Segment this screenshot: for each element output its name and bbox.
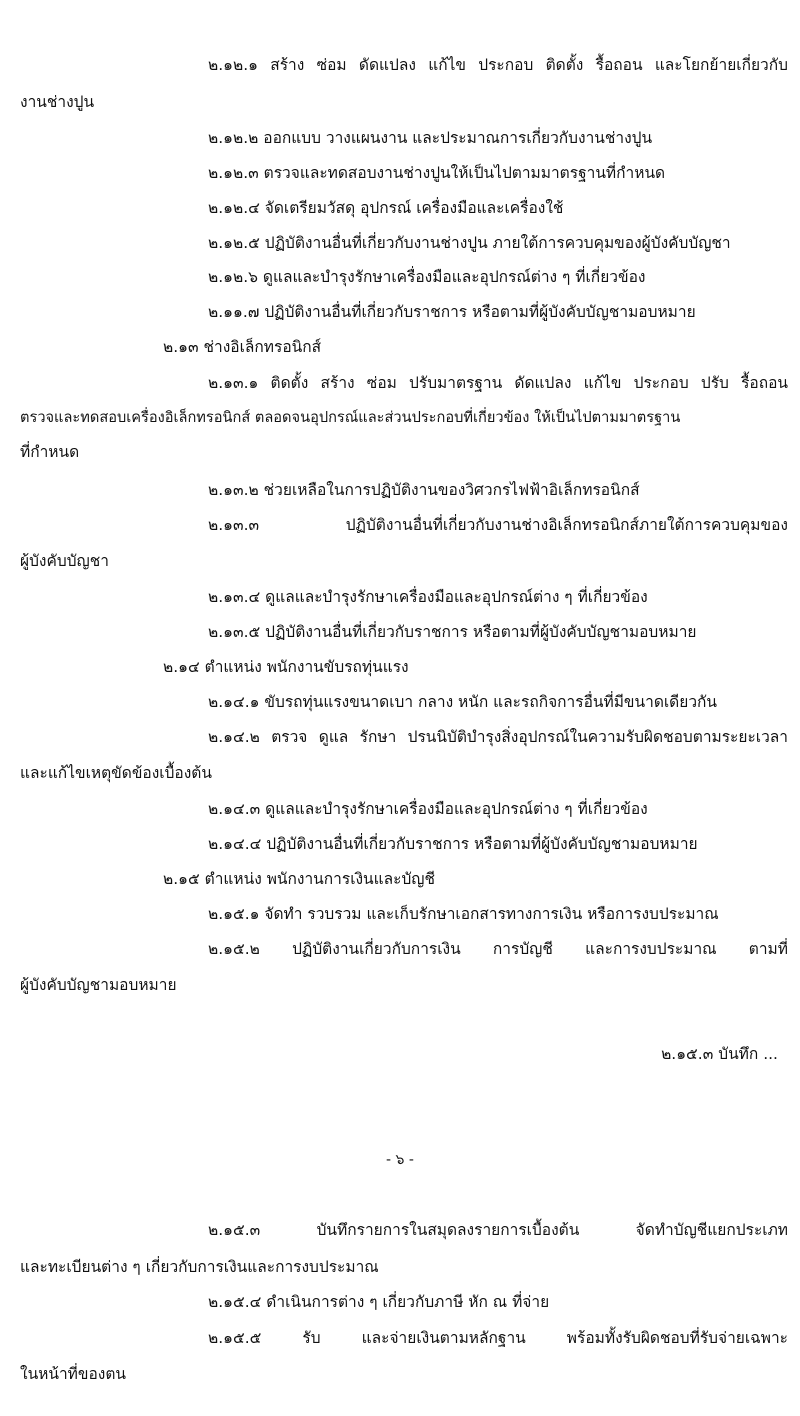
item-2-15-2-cont: ผู้บังคับบัญชามอบหมาย bbox=[20, 976, 177, 994]
item-2-13-5: ๒.๑๓.๕ ปฏิบัติงานอื่นที่เกี่ยวกับราชการ หรือตามที่ผู้บังคับบัญชามอบหมาย bbox=[208, 623, 697, 641]
item-2-14-2-cont: และแก้ไขเหตุขัดข้องเบื้องต้น bbox=[20, 764, 212, 782]
item-2-15-4: ๒.๑๕.๔ ดำเนินการต่าง ๆ เกี่ยวกับภาษี หัก ณ ที่จ่าย bbox=[208, 1293, 550, 1311]
item-2-13-4: ๒.๑๓.๔ ดูแลและบำรุงรักษาเครื่องมือและอุปกรณ์ต่าง ๆ ที่เกี่ยวข้อง bbox=[208, 588, 648, 606]
item-2-12-4: ๒.๑๒.๔ จัดเตรียมวัสดุ อุปกรณ์ เครื่องมือและเครื่องใช้ bbox=[208, 199, 564, 217]
item-2-12-5: ๒.๑๒.๕ ปฏิบัติงานอื่นที่เกี่ยวกับงานช่างปูน ภายใต้การควบคุมของผู้บังคับบัญชา bbox=[208, 234, 731, 252]
item-2-14-1: ๒.๑๔.๑ ขับรถทุ่นแรงขนาดเบา กลาง หนัก และรถกิจการอื่นที่มีขนาดเดียวกัน bbox=[208, 693, 718, 711]
item-2-15-5-cont: ในหน้าที่ของตน bbox=[20, 1365, 127, 1383]
item-2-12-1-cont: งานช่างปูน bbox=[20, 93, 95, 111]
item-2-15-3-cont: และทะเบียนต่าง ๆ เกี่ยวกับการเงินและการงบประมาณ bbox=[20, 1258, 379, 1276]
item-2-13-1-cont: ตรวจและทดสอบเครื่องอิเล็กทรอนิกส์ ตลอดจนอุปกรณ์และส่วนประกอบที่เกี่ยวข้อง ให้เป็นไปตามมาตรฐาน bbox=[20, 409, 681, 426]
item-2-15-2: ๒.๑๕.๒ ปฏิบัติงานเกี่ยวกับการเงิน การบัญชี และการงบประมาณ ตามที่ bbox=[208, 940, 788, 958]
item-2-13-2: ๒.๑๓.๒ ช่วยเหลือในการปฏิบัติงานของวิศวกรไฟฟ้าอิเล็กทรอนิกส์ bbox=[208, 481, 640, 499]
item-2-14-2: ๒.๑๔.๒ ตรวจ ดูแล รักษา ปรนนิบัติบำรุงสิ่งอุปกรณ์ในความรับผิดชอบตามระยะเวลา bbox=[208, 728, 788, 746]
section-2-15: ๒.๑๕ ตำแหน่ง พนักงานการเงินและบัญชี bbox=[163, 870, 436, 888]
page-number: - ๖ - bbox=[386, 1152, 414, 1168]
item-2-12-2: ๒.๑๒.๒ ออกแบบ วางแผนงาน และประมาณการเกี่ยวกับงานช่างปูน bbox=[208, 129, 653, 147]
item-2-12-3: ๒.๑๒.๓ ตรวจและทดสอบงานช่างปูนให้เป็นไปตามมาตรฐานที่กำหนด bbox=[208, 164, 666, 182]
continuation-marker: ๒.๑๕.๓ บันทึก ... bbox=[661, 1045, 778, 1063]
item-2-15-1: ๒.๑๕.๑ จัดทำ รวบรวม และเก็บรักษาเอกสารทางการเงิน หรือการงบประมาณ bbox=[208, 905, 719, 923]
item-2-11-7: ๒.๑๑.๗ ปฏิบัติงานอื่นที่เกี่ยวกับราชการ หรือตามที่ผู้บังคับบัญชามอบหมาย bbox=[208, 303, 696, 321]
section-2-14: ๒.๑๔ ตำแหน่ง พนักงานขับรถทุ่นแรง bbox=[163, 658, 409, 676]
item-2-14-3: ๒.๑๔.๓ ดูแลและบำรุงรักษาเครื่องมือและอุปกรณ์ต่าง ๆ ที่เกี่ยวข้อง bbox=[208, 800, 648, 818]
item-2-15-5: ๒.๑๕.๕ รับ และจ่ายเงินตามหลักฐาน พร้อมทั้งรับผิดชอบที่รับจ่ายเฉพาะ bbox=[208, 1329, 788, 1347]
item-2-13-3-cont: ผู้บังคับบัญชา bbox=[20, 552, 109, 570]
item-2-13-3: ๒.๑๓.๓ ปฏิบัติงานอื่นที่เกี่ยวกับงานช่างอิเล็กทรอนิกส์ภายใต้การควบคุมของ bbox=[208, 516, 788, 534]
item-2-14-4: ๒.๑๔.๔ ปฏิบัติงานอื่นที่เกี่ยวกับราชการ หรือตามที่ผู้บังคับบัญชามอบหมาย bbox=[208, 835, 698, 853]
item-2-15-3: ๒.๑๕.๓ บันทึกรายการในสมุดลงรายการเบื้องต้น จัดทำบัญชีแยกประเภท bbox=[208, 1221, 788, 1239]
section-2-13: ๒.๑๓ ช่างอิเล็กทรอนิกส์ bbox=[163, 338, 322, 356]
item-2-13-1: ๒.๑๓.๑ ติดตั้ง สร้าง ซ่อม ปรับมาตรฐาน ดัดแปลง แก้ไข ประกอบ ปรับ รื้อถอน bbox=[208, 374, 788, 392]
item-2-12-1: ๒.๑๒.๑ สร้าง ซ่อม ดัดแปลง แก้ไข ประกอบ ติดตั้ง รื้อถอน และโยกย้ายเกี่ยวกับ bbox=[208, 56, 788, 74]
item-2-13-1-cont2: ที่กำหนด bbox=[20, 443, 80, 461]
item-2-12-6: ๒.๑๒.๖ ดูแลและบำรุงรักษาเครื่องมือและอุปกรณ์ต่าง ๆ ที่เกี่ยวข้อง bbox=[208, 268, 646, 286]
